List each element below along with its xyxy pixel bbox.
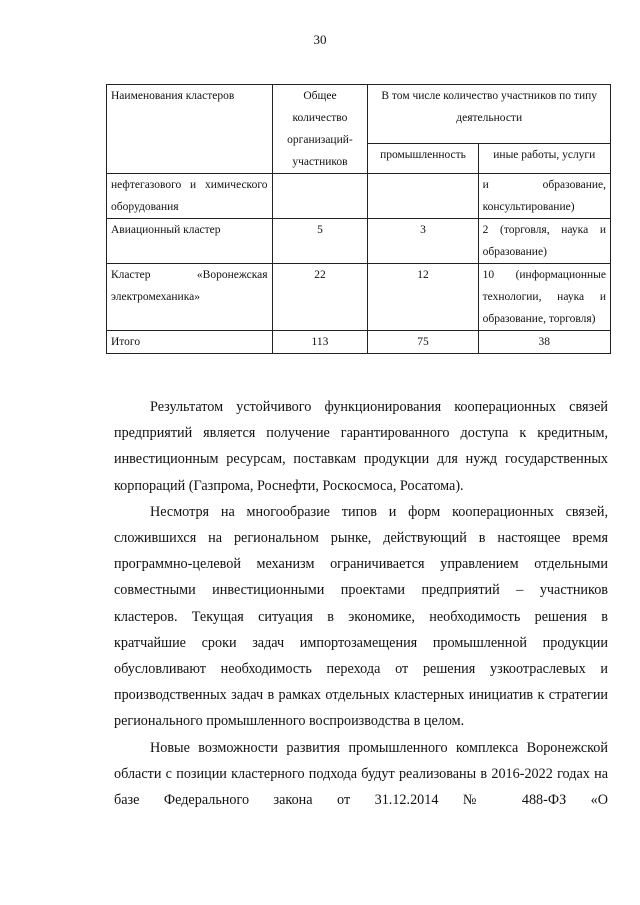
cell-other: 38: [478, 331, 610, 354]
paragraph: Несмотря на многообразие типов и форм кооперационных связей, сложившихся на региональном рынке, действующий в настоящее время программно-целевой механизм ограничивается управлением отдельными совместными инвестиционными проектами предприятий – участников кластеров. Текущая ситуация в экономике, необходимость решения в кратчайшие сроки задач импортозамещения промышленной продукции обусловливают необходимость перехода от решения узкоотраслевых и производственных задач в рамках отдельных кластерных инициатив к стратегии регионального промышленного воспроизводства в целом.: [114, 503, 608, 730]
cell-total: [272, 174, 368, 219]
cell-total-label: Итого: [107, 331, 273, 354]
table-total-row: [107, 331, 611, 354]
page-number: 30: [313, 32, 327, 47]
header-total-count: Общее количество организаций-участников: [272, 85, 368, 174]
cell-other: 10 (информационные технологии, наука и образование, торговля): [478, 264, 610, 331]
cell-cluster-name: Кластер «Воронежская электромеханика»: [107, 264, 273, 331]
table-header-row: [107, 85, 611, 144]
body-text: [114, 394, 608, 813]
header-activity-group: В том числе количество участников по типу деятельности: [368, 85, 611, 144]
cell-other: и образование, консультирование): [478, 174, 610, 219]
clusters-table: [106, 84, 611, 354]
cell-industry: 75: [368, 331, 478, 354]
cell-industry: 12: [368, 264, 478, 331]
cell-total: 22: [272, 264, 368, 331]
cell-total: 113: [272, 331, 368, 354]
cell-cluster-name: нефтегазового и химического оборудования: [107, 174, 273, 219]
header-industry: промышленность: [368, 143, 478, 173]
cell-cluster-name: Авиационный кластер: [107, 219, 273, 264]
paragraph: Новые возможности развития промышленного комплекса Воронежской области с позиции кластерного подхода будут реализованы в 2016-2022 годах на базе Федерального закона от 31.12.2014 № 488-ФЗ «О: [114, 739, 608, 809]
cell-other: 2 (торговля, наука и образование): [478, 219, 610, 264]
cell-industry: 3: [368, 219, 478, 264]
header-cluster-name: Наименования кластеров: [107, 85, 273, 174]
table-row: [107, 219, 611, 264]
cell-industry: [368, 174, 478, 219]
header-other-works: иные работы, услуги: [478, 143, 610, 173]
table-row: [107, 174, 611, 219]
table-row: [107, 264, 611, 331]
cell-total: 5: [272, 219, 368, 264]
paragraph: Результатом устойчивого функционирования кооперационных связей предприятий является получение гарантированного доступа к кредитным, инвестиционным ресурсам, поставкам продукции для нужд государственных корпораций (Газпрома, Роснефти, Роскосмоса, Росатома).: [114, 399, 608, 494]
